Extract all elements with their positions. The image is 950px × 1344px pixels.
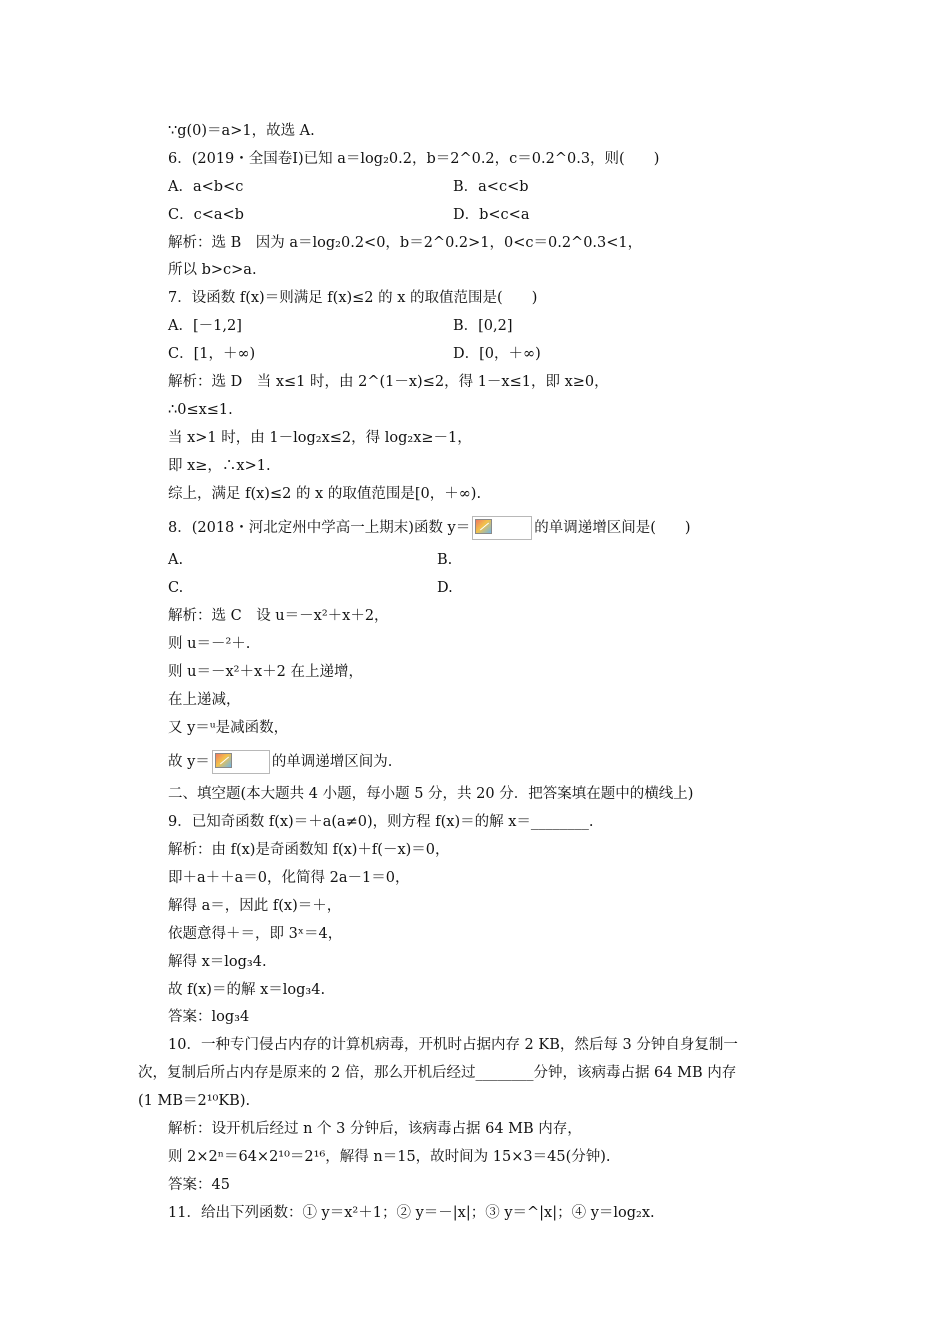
text-line: 综上，满足 f(x)≤2 的 x 的取值范围是[0，＋∞). [168,486,482,502]
broken-image-icon [472,516,532,540]
text-line: 解析：选 D 当 x≤1 时，由 2^(1－x)≤2，得 1－x≤1，即 x≥0， [168,374,609,390]
text-line: 故 f(x)＝的解 x＝log₃4. [168,982,326,998]
q8-conclusion [168,750,392,770]
q8-option-b: B. [437,552,453,568]
text-line: 又 y＝ᵘ是减函数， [168,720,289,736]
text-line: 解析：选 C 设 u＝－x²＋x＋2， [168,608,389,624]
q7-option-b: B．[0,2] [453,318,513,334]
question-10-stem: (1 MB＝2¹⁰KB). [138,1093,251,1109]
text-line: 所以 b>c>a. [168,262,257,278]
text-line: 当 x>1 时，由 1－log₂x≤2，得 log₂x≥－1， [168,430,472,446]
q8-option-a: A. [168,552,184,568]
question-10-stem: 次，复制后所占内存是原来的 2 倍，那么开机后经过________分钟，该病毒占据 64 MB 内存 [138,1065,737,1081]
q8-conclusion-after: 的单调递增区间为. [271,754,393,770]
q6-option-b: B．a<c<b [453,179,529,195]
section-heading: 二、填空题(本大题共 4 小题，每小题 5 分，共 20 分．把答案填在题中的横线上) [168,786,694,802]
q6-option-d: D．b<c<a [453,207,530,223]
q8-conclusion-before: 故 y＝ [168,754,210,770]
q7-option-row [168,344,541,364]
q7-option-row [168,316,513,336]
q6-option-row [168,205,530,225]
text-line: ∵g(0)＝a>1，故选 A. [168,123,315,139]
text-line: 解得 x＝log₃4. [168,954,267,970]
question-9-stem: 9．已知奇函数 f(x)＝＋a(a≠0)，则方程 f(x)＝的解 x＝________. [168,814,594,830]
question-7-stem: 7．设函数 f(x)＝则满足 f(x)≤2 的 x 的取值范围是( ) [168,290,538,306]
text-line: 解析：选 B 因为 a＝log₂0.2<0，b＝2^0.2>1，0<c＝0.2^0.3<1， [168,235,643,251]
answer-line: 答案：45 [168,1177,230,1193]
text-line: 依题意得＋＝，即 3ˣ＝4， [168,926,343,942]
q6-option-row [168,177,529,197]
text-line: 则 2×2ⁿ＝64×2¹⁰＝2¹⁶，解得 n＝15，故时间为 15×3＝45(分钟). [168,1149,611,1165]
q7-option-a: A．[－1,2] [168,318,242,334]
text-line: 则 u＝－²＋. [168,636,251,652]
question-10-stem: 10．一种专门侵占内存的计算机病毒，开机时占据内存 2 KB，然后每 3 分钟自身复制一 [168,1037,738,1053]
q6-option-c: C．c<a<b [168,207,244,223]
text-line: 解析：设开机后经过 n 个 3 分钟后，该病毒占据 64 MB 内存， [168,1121,582,1137]
q8-option-d: D. [437,580,453,596]
question-6-stem: 6．(2019・全国卷Ⅰ)已知 a＝log₂0.2，b＝2^0.2，c＝0.2^0.3，则( ) [168,151,660,167]
q8-stem-after: 的单调递增区间是( ) [534,520,691,536]
broken-image-icon [212,750,270,774]
q8-stem-before: 8．(2018・河北定州中学高一上期末)函数 y＝ [168,520,471,536]
q7-option-d: D．[0，＋∞) [453,346,541,362]
text-line: 即 x≥，∴x>1. [168,458,271,474]
text-line: 解析：由 f(x)是奇函数知 f(x)＋f(－x)＝0， [168,842,450,858]
text-line: 即＋a＋＋a＝0，化简得 2a－1＝0， [168,870,410,886]
text-line: 解得 a＝，因此 f(x)＝＋， [168,898,342,914]
q8-option-c: C. [168,580,184,596]
question-11-stem: 11．给出下列函数：① y＝x²＋1；② y＝－|x|；③ y＝^|x|；④ y＝log₂x. [168,1205,655,1221]
q6-option-a: A．a<b<c [168,179,244,195]
text-line: ∴0≤x≤1. [168,402,233,418]
q8-option-row [168,578,453,598]
q7-option-c: C．[1，＋∞) [168,346,256,362]
question-8-stem [168,516,691,536]
answer-line: 答案：log₃4 [168,1009,250,1025]
text-line: 则 u＝－x²＋x＋2 在上递增， [168,664,363,680]
q8-option-row [168,550,453,570]
text-line: 在上递减， [168,692,241,708]
